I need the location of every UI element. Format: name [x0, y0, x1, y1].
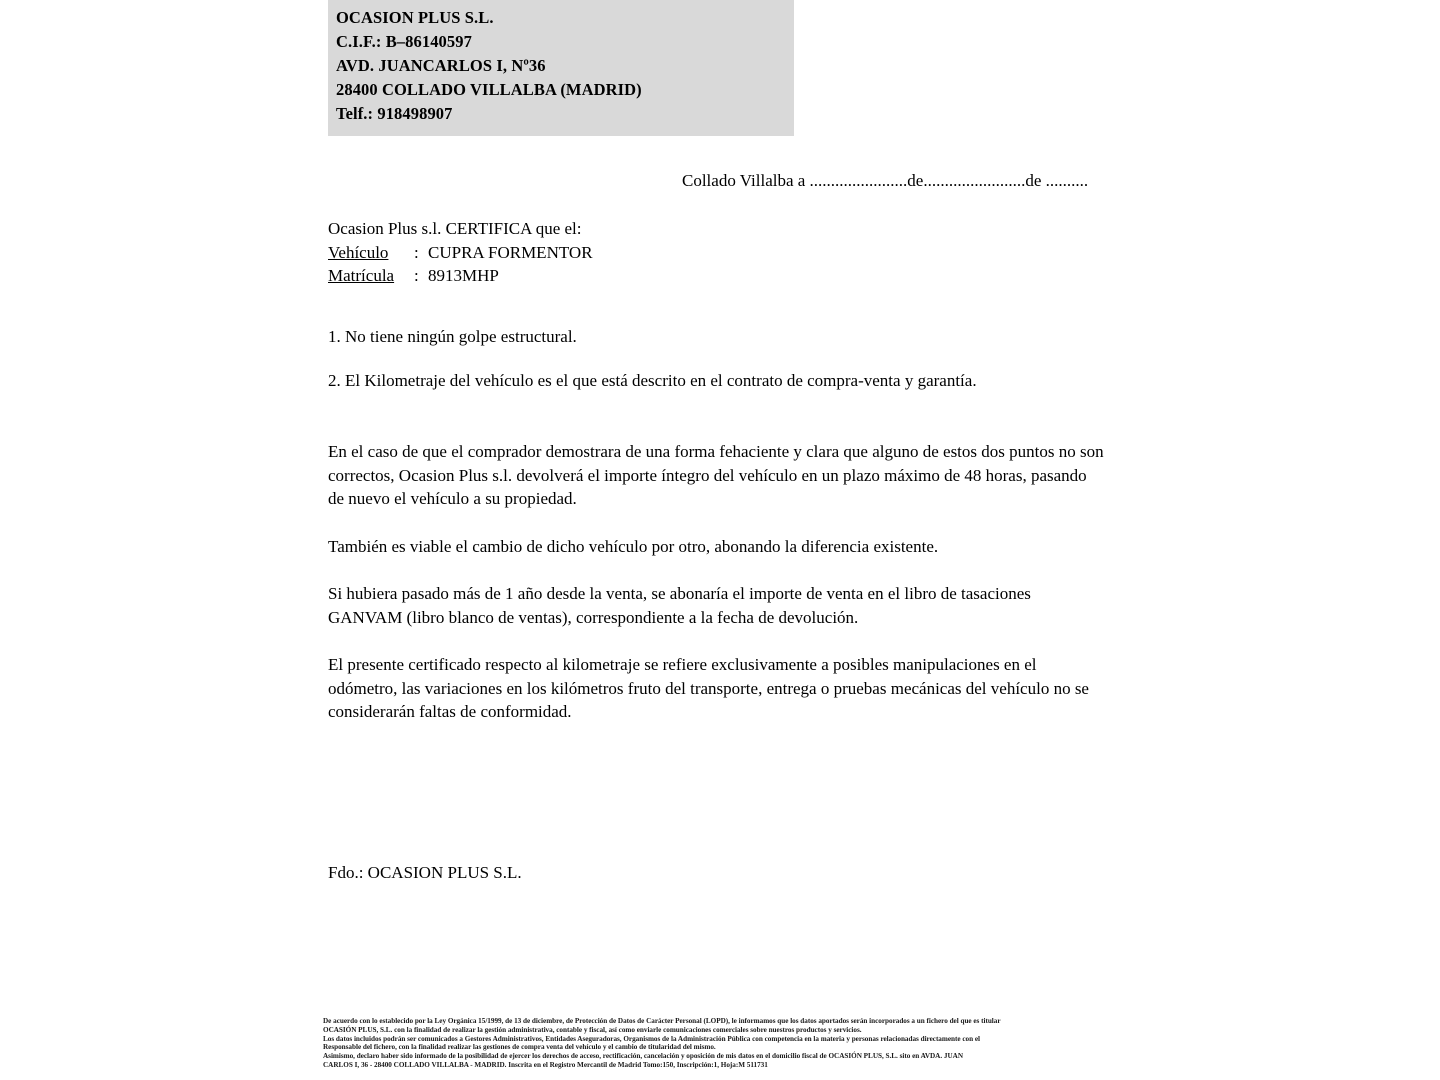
signature-line: Fdo.: OCASION PLUS S.L.	[328, 863, 522, 882]
certification-block	[328, 217, 593, 288]
company-header-box	[328, 0, 794, 136]
vehicle-field-row	[328, 241, 593, 265]
certified-point-1: 1. No tiene ningún golpe estructural.	[328, 327, 577, 346]
company-phone: Telf.: 918498907	[336, 104, 453, 123]
vehicle-field-value: CUPRA FORMENTOR	[428, 242, 593, 262]
legal-footer-block	[323, 1017, 1123, 1070]
body-paragraph-ganvam: Si hubiera pasado más de 1 año desde la venta, se abonaría el importe de venta en el libro de tasaciones GANVAM (libro blanco de ventas), correspondiente a la fecha de devolución.	[328, 584, 1031, 627]
legal-footer-line-1: De acuerdo con lo establecido por la Ley Orgánica 15/1999, de 13 de diciembre, de Protección de Datos de Carácter Personal (LOPD), le informamos que los datos aportados serán incorporados a un fichero del que es titular	[323, 1017, 1001, 1025]
body-paragraph-exchange: También es viable el cambio de dicho vehículo por otro, abonando la diferencia existente.	[328, 536, 939, 556]
legal-footer	[323, 1017, 1123, 1070]
body-text	[328, 440, 1106, 724]
legal-footer-line-4: Responsable del fichero, con la finalidad realizar las gestiones de compra venta del vehículo y el cambio de titularidad del mismo.	[323, 1043, 716, 1052]
certifies-intro: Ocasion Plus s.l. CERTIFICA que el:	[328, 219, 582, 238]
company-cif: C.I.F.: B–86140597	[336, 32, 472, 51]
certified-point-2: 2. El Kilometraje del vehículo es el que está descrito en el contrato de compra-venta y garantía.	[328, 371, 977, 390]
plate-field-label: Matrícula	[328, 266, 395, 285]
body-paragraph-odometer: El presente certificado respecto al kilometraje se refiere exclusivamente a posibles manipulaciones en el odómetro, las variaciones en los kilómetros fruto del transporte, entrega o pruebas mecánicas del vehículo no se considerarán faltas de conformidad.	[328, 655, 1089, 721]
company-street: AVD. JUANCARLOS I, Nº36	[336, 56, 546, 75]
body-paragraph-refund: En el caso de que el comprador demostrara de una forma fehaciente y clara que alguno de estos dos puntos no son correctos, Ocasion Plus s.l. devolverá el importe íntegro del vehículo en un plazo máximo de 48 horas, pasando de nuevo el vehículo a su propiedad.	[328, 442, 1104, 508]
date-line: Collado Villalba a .......................de........................de ..........	[682, 171, 1089, 190]
certified-points-list	[328, 325, 1128, 413]
legal-footer-line-3: Los datos incluidos podrán ser comunicados a Gestores Administrativos, Entidades Aseguradoras, Organismos de la Administración Pública con competencia en la materia y personas relacionadas directamente con el	[323, 1034, 980, 1043]
legal-footer-line-2: OCASIÓN PLUS, S.L. con la finalidad de realizar la gestión administrativa, contable y fiscal, así como enviarle comunicaciones comerciales sobre nuestros productos y servicios.	[323, 1025, 862, 1034]
company-name: OCASION PLUS S.L.	[336, 8, 494, 27]
plate-field-value: 8913MHP	[428, 266, 499, 285]
legal-footer-line-5: Asimismo, declaro haber sido informado de la posibilidad de ejercer los derechos de acceso, rectificación, cancelación y oposición de mis datos en el domicilio fiscal de OCASIÓN PLUS, S.L. sito en AVDA. JUAN	[323, 1052, 963, 1061]
vehicle-field-label: Vehículo	[328, 242, 389, 262]
company-city: 28400 COLLADO VILLALBA (MADRID)	[336, 80, 642, 99]
plate-field-separator: :	[414, 266, 419, 285]
plate-field-row	[328, 264, 593, 288]
legal-footer-line-6: CARLOS I, 36 - 28400 COLLADO VILLALBA - MADRID. Inscrita en el Registro Mercantil de Madrid Tomo:150, Inscripción:1, Hoja:M 511731	[323, 1060, 768, 1069]
vehicle-field-separator: :	[414, 242, 419, 262]
